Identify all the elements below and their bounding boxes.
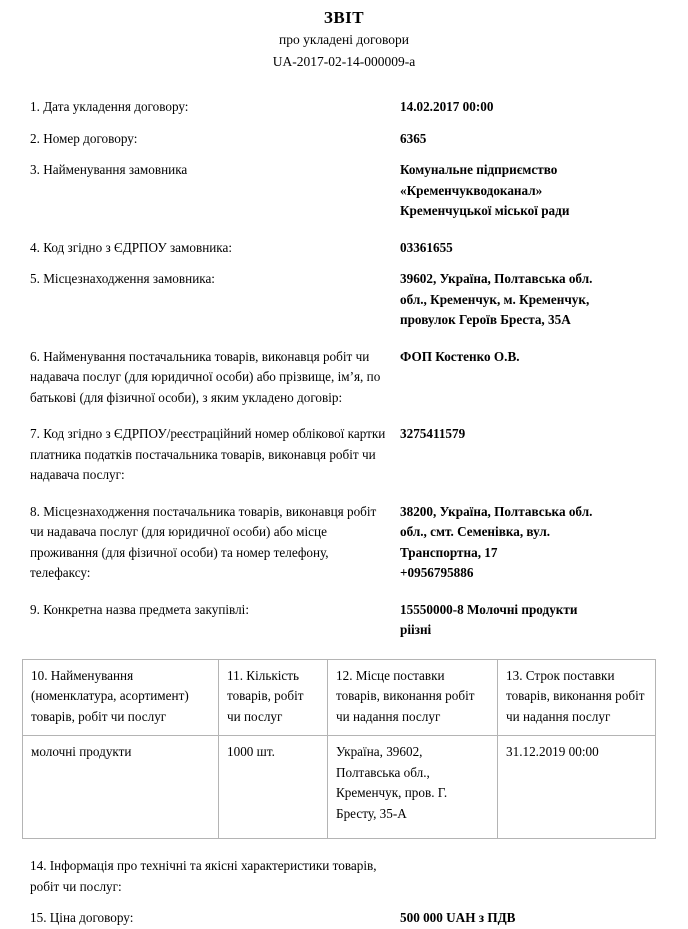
field-value	[400, 347, 672, 368]
field-label: 2. Номер договору:	[30, 130, 138, 146]
table-header-cell: 12. Місце поставки товарів, виконання робіт чи надання послуг	[328, 659, 498, 736]
field-label: 5. Місцезнаходження замовника:	[30, 271, 215, 286]
field-value-line: 500 000 UAH з ПДВ	[400, 910, 516, 925]
table-cell: молочні продукти	[23, 736, 219, 839]
table-header-cell: 11. Кількість товарів, робіт чи послуг	[219, 659, 328, 736]
page-title: ЗВІТ	[323, 8, 365, 27]
field-row-2	[0, 129, 688, 150]
field-label: 3. Найменування замовника	[30, 162, 188, 177]
field-value	[400, 160, 672, 222]
field-row-5	[0, 269, 688, 331]
table-header-cell: 10. Найменування (номенклатура, асортимент) товарів, робіт чи послуг	[23, 659, 219, 736]
items-table-container	[0, 659, 688, 840]
field-value	[400, 908, 672, 929]
field-row-6	[0, 347, 688, 409]
field-row-14	[0, 856, 688, 897]
field-row-8	[0, 502, 688, 584]
field-value	[400, 97, 672, 118]
field-value-line: обл., Кременчук, м. Кременчук,	[400, 291, 590, 307]
table-cell: Україна, 39602, Полтавська обл., Кременчук, пров. Г. Бресту, 35-А	[328, 736, 498, 839]
field-label: 15. Ціна договору:	[30, 910, 134, 925]
field-label: 7. Код згідно з ЄДРПОУ/реєстраційний номер облікової картки платника податків постачальника товарів, виконавця робіт чи надавача послуг:	[30, 426, 386, 482]
field-row-4	[0, 238, 688, 259]
field-value-line: «Кременчукводоканал»	[400, 182, 543, 198]
items-table	[22, 659, 656, 840]
field-value	[400, 269, 672, 331]
field-label: 6. Найменування постачальника товарів, виконавця робіт чи надавача послуг (для юридичної особи) або прізвище, ім’я, по батькові (для фізичної особи), з яким укладено договір:	[30, 348, 381, 405]
field-value-line: 38200, Україна, Полтавська обл.	[400, 503, 593, 519]
field-value-line: +0956795886	[400, 565, 474, 580]
field-label: 8. Місцезнаходження постачальника товарів, виконавця робіт чи надавача послуг (для юридичної особи) або місце проживання (для фізичної особи) та номер телефону, телефаксу:	[30, 503, 377, 580]
field-value-line: 3275411579	[400, 426, 466, 441]
field-label: 4. Код згідно з ЄДРПОУ замовника:	[30, 239, 233, 255]
field-value-line: провулок Героїв Бреста, 35А	[400, 312, 571, 327]
document-header	[0, 0, 688, 73]
field-value-line: ріізні	[400, 622, 432, 637]
footer-field-list	[0, 856, 688, 929]
document-identifier: UA-2017-02-14-000009-a	[272, 54, 416, 69]
field-value-line: 03361655	[400, 239, 453, 255]
field-value	[400, 129, 672, 150]
field-value-line: 14.02.2017 00:00	[400, 99, 494, 114]
field-value	[400, 238, 672, 259]
document-subtitle: про укладені договори	[279, 32, 409, 47]
field-row-1	[0, 97, 688, 118]
field-row-15	[0, 908, 688, 929]
field-value-line: обл., смт. Семенівка, вул.	[400, 524, 551, 539]
field-value-line: 15550000-8 Молочні продукти	[400, 601, 578, 617]
field-value	[400, 424, 672, 445]
field-row-3	[0, 160, 688, 222]
table-cell: 1000 шт.	[219, 736, 328, 839]
table-row	[23, 736, 656, 839]
field-row-9	[0, 600, 688, 641]
field-list	[0, 97, 688, 641]
field-value-line: 6365	[400, 130, 427, 146]
field-label: 1. Дата укладення договору:	[30, 99, 189, 114]
table-header-cell: 13. Строк поставки товарів, виконання робіт чи надання послуг	[498, 659, 656, 736]
table-cell: 31.12.2019 00:00	[498, 736, 656, 839]
field-value	[400, 600, 672, 641]
field-value-line: Транспортна, 17	[400, 544, 498, 560]
field-value-line: Кременчуцької міської ради	[400, 203, 570, 218]
field-label: 14. Інформація про технічні та якісні характеристики товарів, робіт чи послуг:	[30, 858, 377, 894]
field-row-7	[0, 424, 688, 486]
field-value-line: ФОП Костенко О.В.	[400, 348, 520, 364]
table-header-row	[23, 659, 656, 736]
field-value-line: 39602, Україна, Полтавська обл.	[400, 271, 593, 286]
field-value-line: Комунальне підприємство	[400, 162, 558, 177]
field-label: 9. Конкретна назва предмета закупівлі:	[30, 601, 249, 617]
field-value	[400, 502, 672, 584]
